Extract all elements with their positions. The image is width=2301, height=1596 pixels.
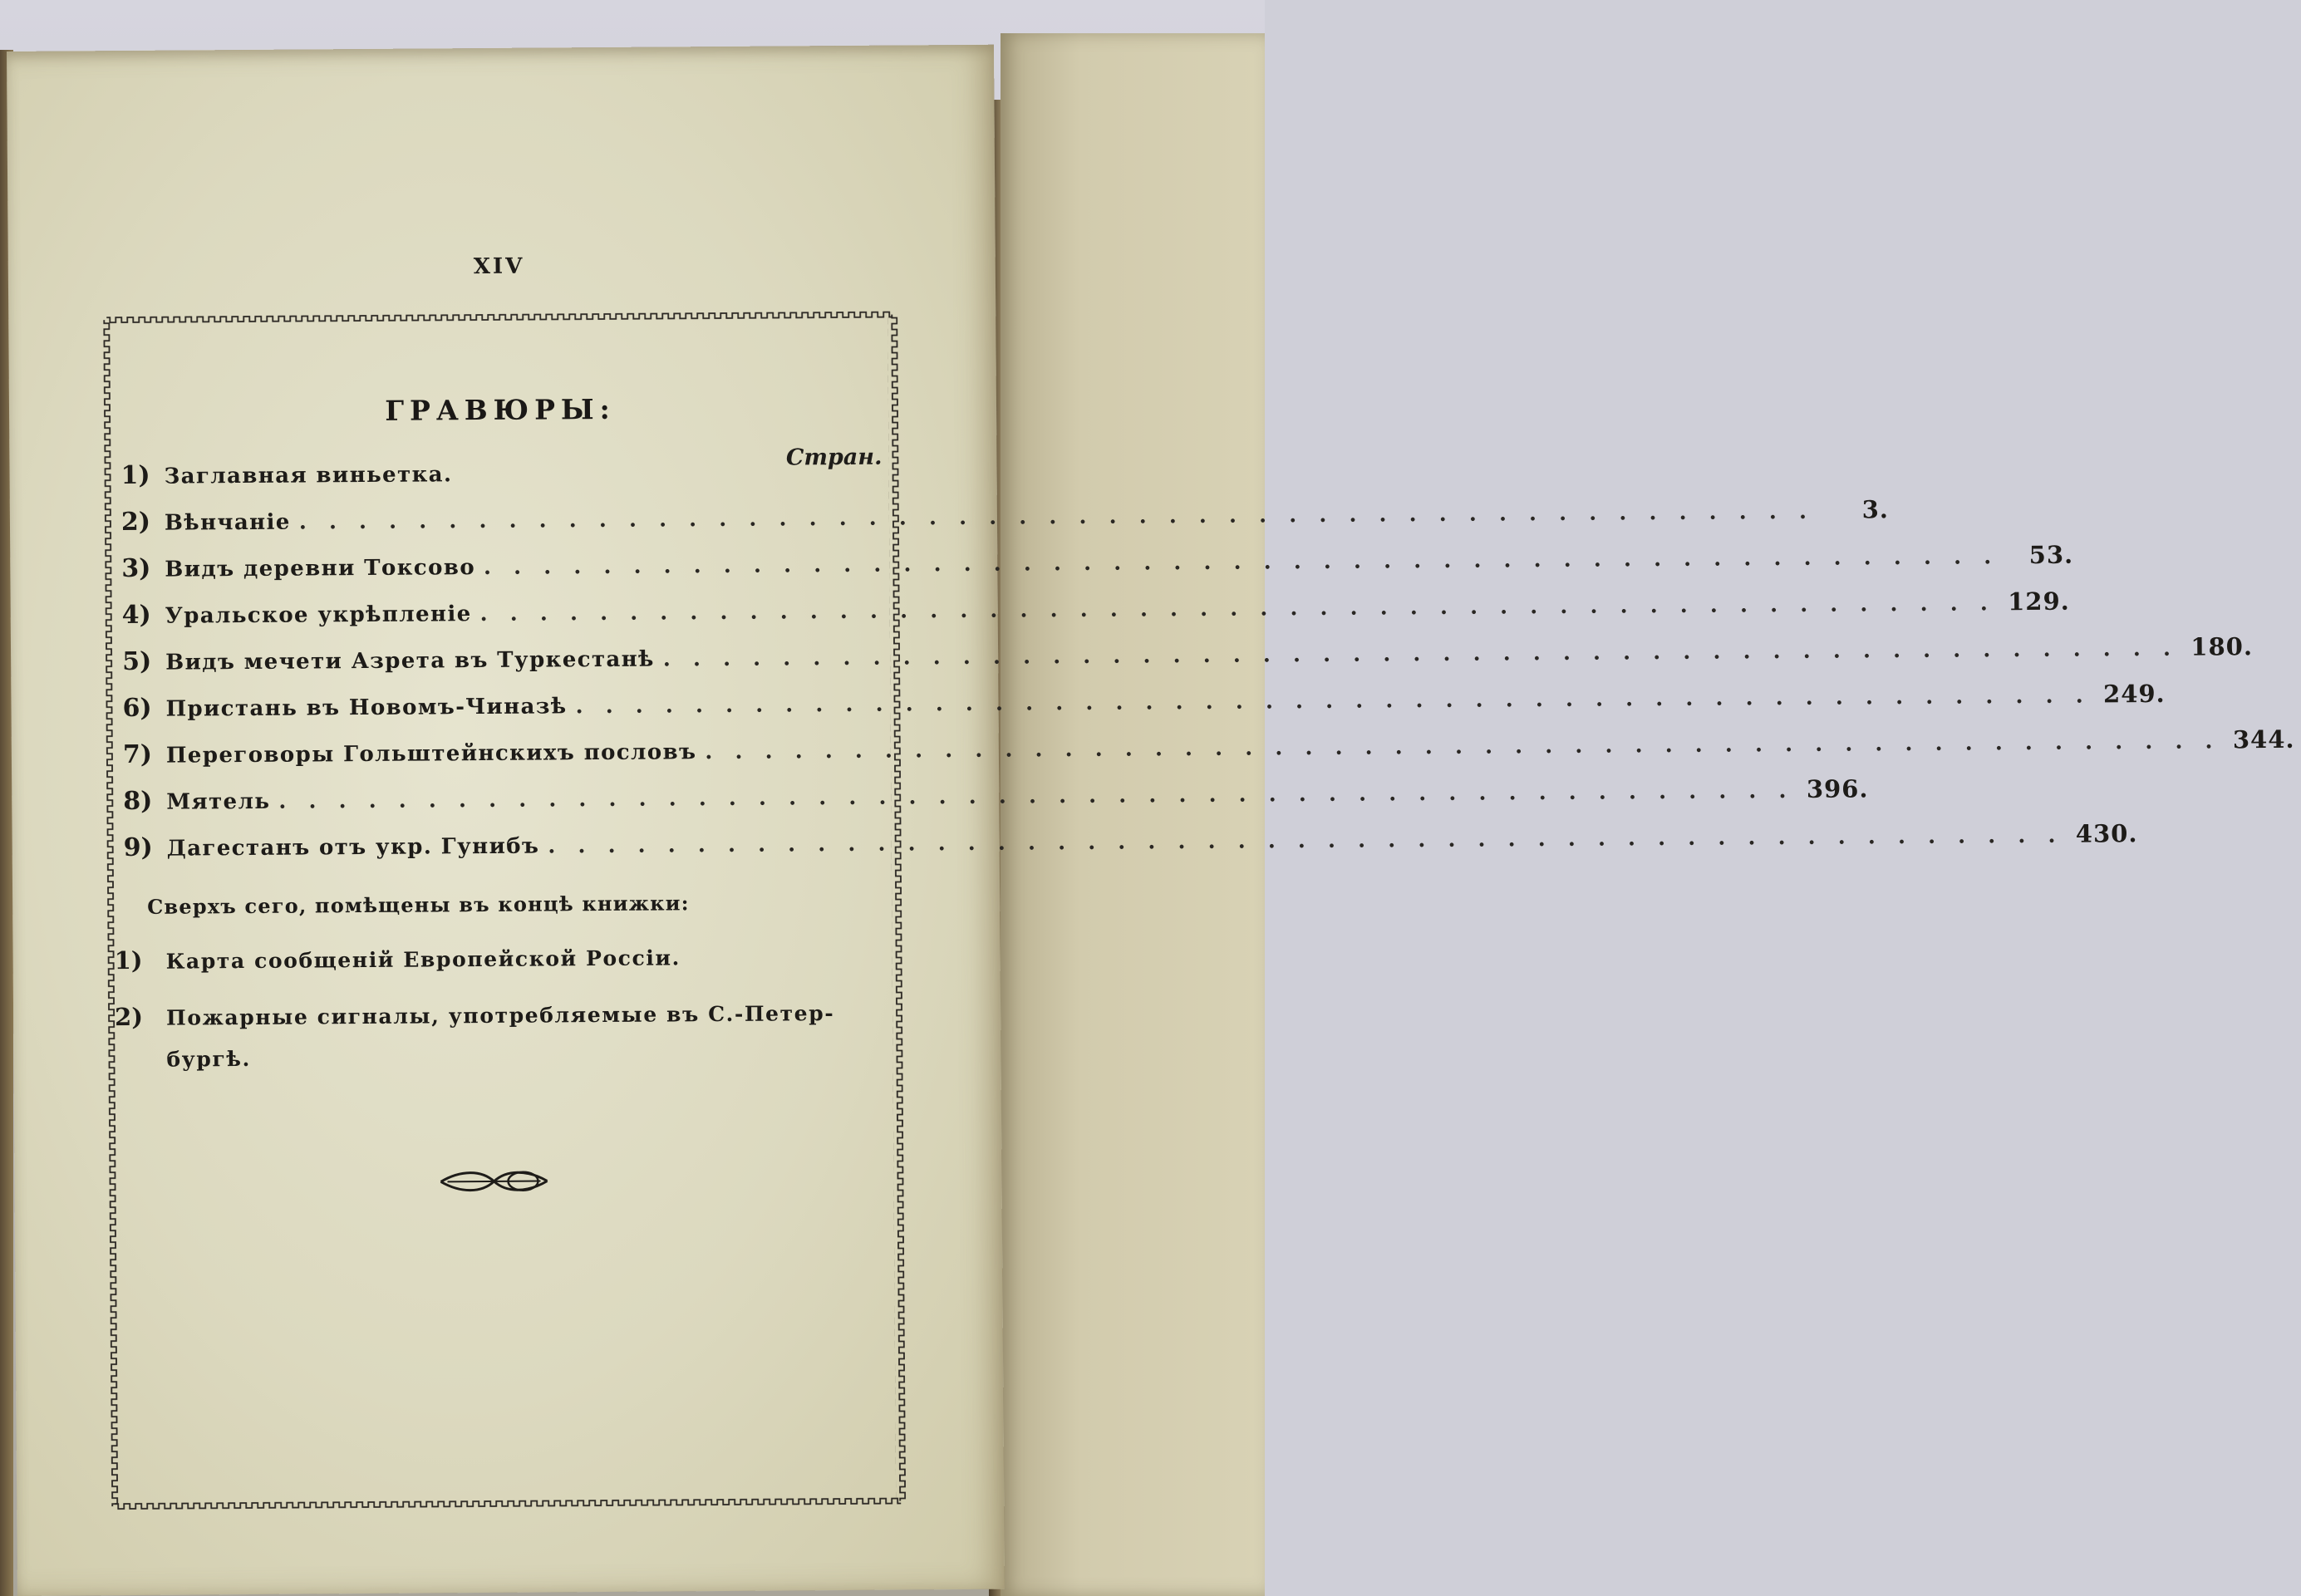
entry-number: 6) — [122, 693, 152, 724]
entry-number: 3) — [121, 553, 151, 584]
entry-number: 1) — [120, 460, 150, 491]
list-item — [122, 724, 2295, 777]
entry-leader: . . . . . . . . . . . . . . . . . . . . . . . . . . . . . . . . . . . . . . . . . . . . . . . . . . . — [662, 636, 2179, 672]
list-item — [122, 679, 2166, 730]
list-item — [123, 819, 2138, 870]
list-item — [123, 774, 1869, 823]
entry-number: 2) — [120, 507, 151, 538]
supplement-number: 1) — [114, 945, 143, 975]
entry-number: 9) — [123, 832, 153, 863]
entry-title: Видъ мечети Азрета въ Туркестанѣ — [165, 646, 655, 675]
entry-leader — [452, 479, 814, 481]
left-page — [7, 45, 2295, 1596]
supplement-number: 2) — [114, 1002, 144, 1032]
page-number: XIV — [473, 253, 525, 280]
supplement-title: Карта сообщеній Европейской Россіи. — [165, 945, 681, 974]
entry-title: Видъ деревни Токсово — [165, 555, 476, 582]
list-item — [121, 540, 2074, 591]
entry-leader: . . . . . . . . . . . . . . . . . . . . . . . . . . . . . . . . . . . . . . . . . . . . . . . . . . . — [298, 498, 1815, 535]
engravings-list — [101, 310, 2295, 1512]
entry-page: 3. — [1861, 495, 1890, 524]
entry-leader: . . . . . . . . . . . . . . . . . . . . . . . . . . . . . . . . . . . . . . . . . . . . . . . . . . . — [705, 729, 2220, 765]
entry-page: 344. — [2232, 724, 2295, 754]
entry-page: 430. — [2075, 819, 2138, 848]
entry-leader: . . . . . . . . . . . . . . . . . . . . . . . . . . . . . . . . . . . . . . . . . . . . . . . . . . . — [479, 591, 1995, 627]
supplement-item — [115, 991, 870, 1081]
list-item — [122, 632, 2254, 684]
supplement-item — [114, 935, 868, 983]
page-column-header: Стран. — [785, 444, 883, 471]
entry-leader: . . . . . . . . . . . . . . . . . . . . . . . . . . . . . . . . . . . . . . . . . . . . . . . . . . . — [278, 778, 1794, 814]
entry-number: 7) — [122, 739, 153, 770]
entry-number: 5) — [122, 646, 152, 677]
flourish-ornament — [435, 1162, 552, 1203]
list-item — [120, 495, 1890, 544]
entry-title: Мятель — [166, 788, 271, 815]
page-title: ГРАВЮРЫ: — [385, 392, 616, 427]
entry-leader: . . . . . . . . . . . . . . . . . . . . . . . . . . . . . . . . . . . . . . . . . . . . . . . . . . . — [483, 544, 1999, 581]
list-item — [121, 587, 2070, 637]
entry-title: Уральское укрѣпленіе — [165, 602, 472, 629]
list-item — [120, 456, 880, 498]
entry-page: 396. — [1806, 774, 1869, 803]
entry-title: Переговоры Гольштейнскихъ пословъ — [165, 739, 697, 769]
entry-title: Дагестанъ отъ укр. Гунибъ — [166, 833, 540, 862]
entry-leader: . . . . . . . . . . . . . . . . . . . . . . . . . . . . . . . . . . . . . . . . . . . . . . . . . . . — [548, 823, 2063, 859]
flourish-icon — [435, 1162, 552, 1200]
entry-title: Заглавная виньетка. — [164, 462, 453, 489]
entry-page: 180. — [2190, 632, 2254, 661]
entry-number: 4) — [121, 600, 151, 631]
supplement-note: Сверхъ сего, помѣщены въ концѣ книжки: — [147, 891, 690, 919]
entry-page: 249. — [2102, 679, 2166, 709]
entry-leader: . . . . . . . . . . . . . . . . . . . . . . . . . . . . . . . . . . . . . . . . . . . . . . . . . . . — [575, 683, 2091, 719]
supplement-title-continued: бургѣ. — [166, 1046, 251, 1072]
right-page — [1001, 33, 1265, 1596]
supplement-title: Пожарные сигналы, употребляемые въ С.-Петер- — [166, 1001, 835, 1030]
entry-title: Вѣнчаніе — [164, 509, 291, 536]
entry-page: 129. — [2008, 587, 2070, 616]
entry-number: 8) — [123, 786, 153, 817]
entry-page: 53. — [2028, 540, 2074, 570]
entry-title: Пристань въ Новомъ-Чиназѣ — [165, 694, 568, 722]
